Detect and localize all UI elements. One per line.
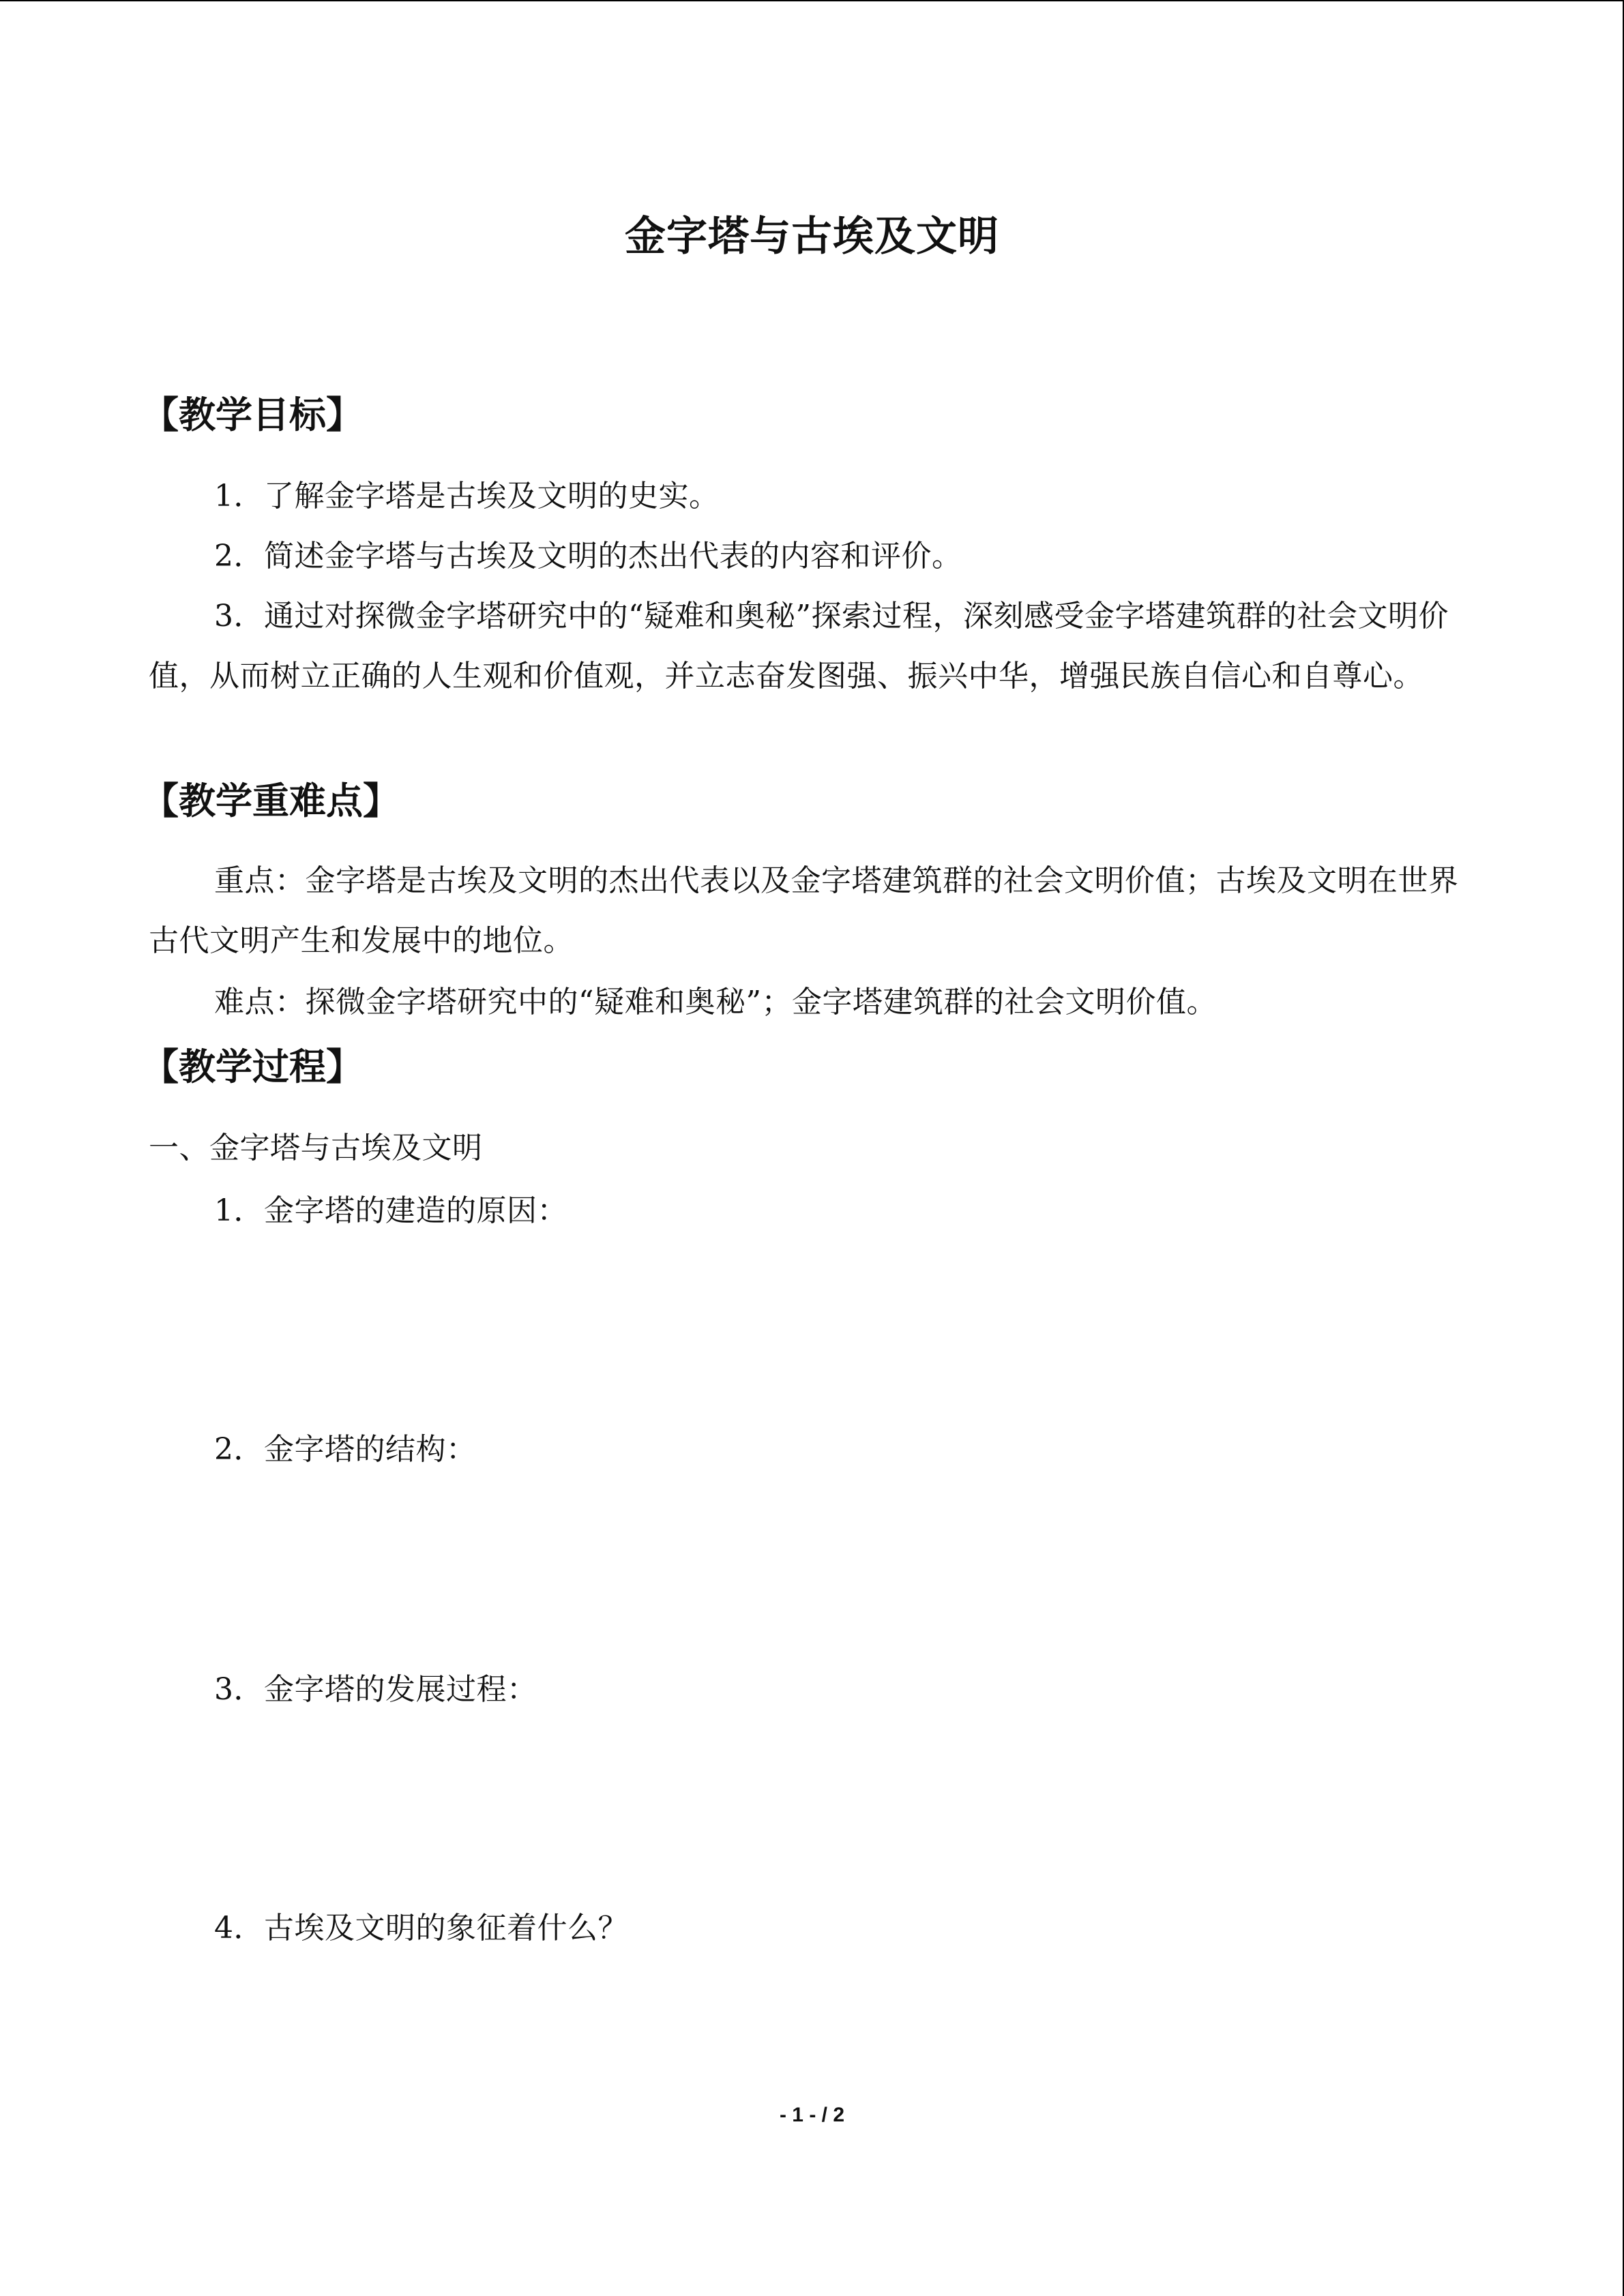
question-1: 1．金字塔的建造的原因： (214, 1193, 567, 1228)
document-title: 金字塔与古埃及文明 (625, 213, 999, 260)
process-heading: 【教学过程】 (142, 1045, 363, 1088)
question-3: 3．金字塔的发展过程： (214, 1672, 537, 1707)
process-subheading: 一、金字塔与古埃及文明 (149, 1131, 483, 1165)
key-points-heading: 【教学重难点】 (142, 779, 400, 822)
question-2: 2．金字塔的结构： (214, 1432, 477, 1467)
objective-item-3: 3．通过对探微金字塔研究中的“疑难和奥秘”探索过程，深刻感受金字塔建筑群的社会文明价值，从而树立正确的人生观和价值观，并立志奋发图强、振兴中华，增强民族自信心和自尊心。 (149, 599, 1449, 694)
key-point-text: 重点：金字塔是古埃及文明的杰出代表以及金字塔建筑群的社会文明价值；古埃及文明在世界古代文明产生和发展中的地位。 (149, 863, 1459, 958)
difficult-point-text: 难点：探微金字塔研究中的“疑难和奥秘”；金字塔建筑群的社会文明价值。 (214, 985, 1217, 1019)
objective-item-1: 1．了解金字塔是古埃及文明的史实。 (214, 479, 720, 513)
objective-item-2: 2．简述金字塔与古埃及文明的杰出代表的内容和评价。 (214, 539, 962, 573)
objectives-heading: 【教学目标】 (142, 393, 363, 436)
question-4: 4．古埃及文明的象征着什么？ (214, 1911, 628, 1945)
page-number: - 1 - / 2 (779, 2104, 845, 2126)
